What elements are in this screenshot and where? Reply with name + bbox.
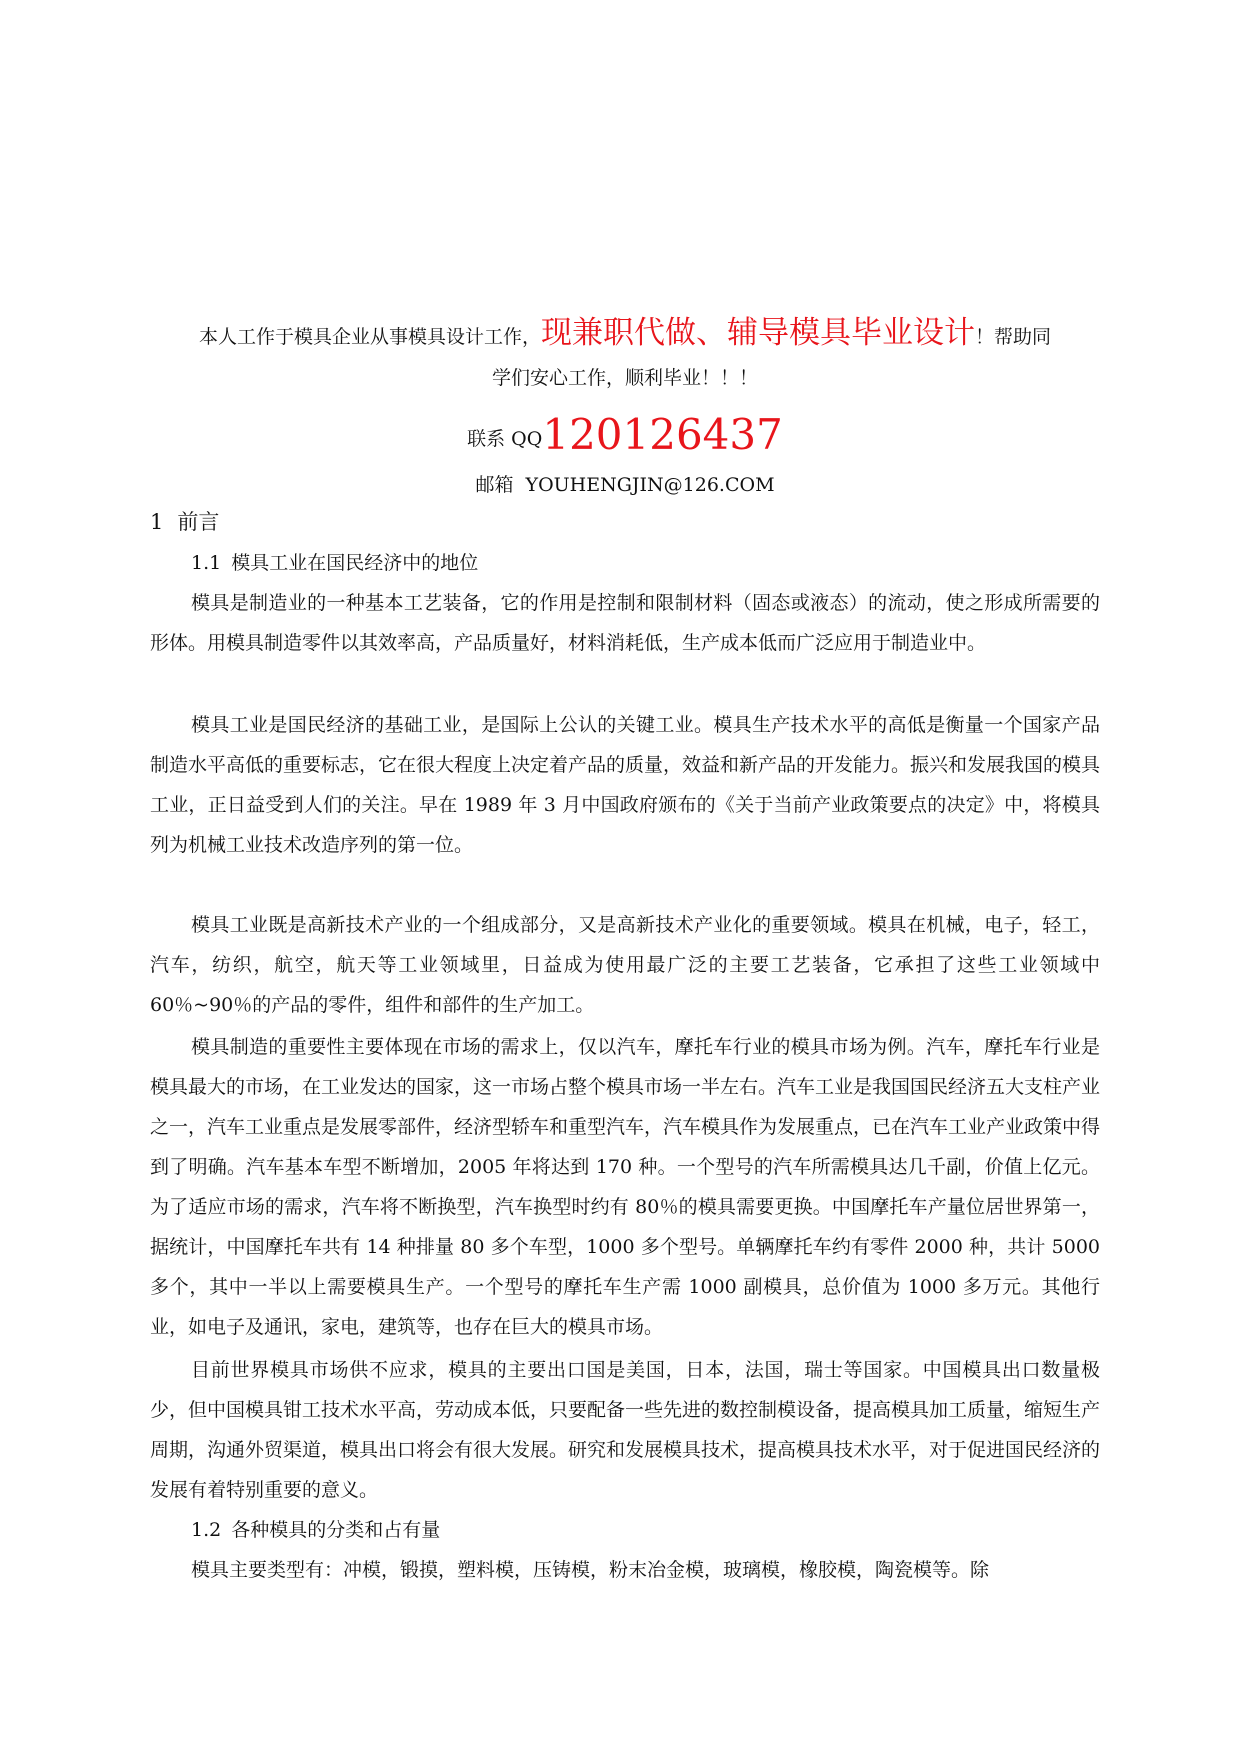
paragraph (150, 1027, 1100, 1347)
subsection-heading-1-1 (191, 543, 478, 583)
ad-line-1-suffix: ！帮助同 (975, 326, 1052, 348)
paragraph (150, 1350, 1100, 1510)
ad-line-2: 学们安心工作，顺利毕业！！！ (491, 367, 758, 389)
section-heading-1 (150, 505, 219, 539)
subsection-heading-1-2 (191, 1510, 440, 1550)
subsection-title: 模具工业在国民经济中的地位 (231, 552, 479, 574)
section-number: 1 (150, 510, 164, 534)
ad-line-1 (150, 312, 1100, 358)
ad-email-line (150, 470, 1100, 500)
paragraph-text: 模具制造的重要性主要体现在市场的需求上，仅以汽车，摩托车行业的模具市场为例。汽车，摩托车行业是模具最大的市场，在工业发达的国家，这一市场占整个模具市场一半左右。汽车工业是我国国民经济五大支柱产业之一，汽车工业重点是发展零部件，经济型轿车和重型汽车，汽车模具作为发展重点，已在汽车工业产业政策中得到了明确。汽车基本车型不断增加，2005 年将达到 170 种。一个型号的汽车所需模具达几千副，价值上亿元。为了适应市场的需求，汽车将不断换型，汽车换型时约有 80％的模具需要更换。中国摩托车产量位居世界第一，据统计，中国摩托车共有 14 种排量 80 多个车型，1000 多个型号。单辆摩托车约有零件 2000 种，共计 5000 多个，其中一半以上需要模具生产。一个型号的摩托车生产需 1000 副模具，总价值为 1000 多万元。其他行业，如电子及通讯，家电，建筑等，也存在巨大的模具市场。 (150, 1036, 1101, 1338)
paragraph (150, 905, 1100, 1025)
section-title: 前言 (177, 510, 220, 534)
qq-label: 联系 QQ (467, 428, 543, 450)
paragraph-text: 模具工业是国民经济的基础工业，是国际上公认的关键工业。模具生产技术水平的高低是衡量一个国家产品制造水平高低的重要标志，它在很大程度上决定着产品的质量，效益和新产品的开发能力。振兴和发展我国的模具工业，正日益受到人们的关注。早在 1989 年 3 月中国政府颁布的《关于当前产业政策要点的决定》中，将模具列为机械工业技术改造序列的第一位。 (150, 714, 1101, 856)
ad-line-1-prefix: 本人工作于模具企业从事模具设计工作， (198, 326, 541, 348)
paragraph-text: 模具是制造业的一种基本工艺装备，它的作用是控制和限制材料（固态或液态）的流动，使之形成所需要的形体。用模具制造零件以其效率高，产品质量好，材料消耗低，生产成本低而广泛应用于制造业中。 (150, 592, 1100, 654)
paragraph-text: 模具主要类型有：冲模，锻摸，塑料模，压铸模，粉末冶金模，玻璃模，橡胶模，陶瓷模等。除 (191, 1559, 990, 1581)
email-label: 邮箱 (475, 474, 514, 496)
paragraph (150, 705, 1100, 865)
email-address: YOUHENGJIN@126.COM (525, 474, 775, 496)
paragraph (150, 583, 1100, 663)
paragraph-text: 目前世界模具市场供不应求，模具的主要出口国是美国，日本，法国，瑞士等国家。中国模具出口数量极少，但中国模具钳工技术水平高，劳动成本低，只要配备一些先进的数控制模设备，提高模具加工质量，缩短生产周期，沟通外贸渠道，模具出口将会有很大发展。研究和发展模具技术，提高模具技术水平，对于促进国民经济的发展有着特别重要的意义。 (150, 1359, 1101, 1501)
subsection-number: 1.1 (191, 552, 222, 574)
subsection-title: 各种模具的分类和占有量 (231, 1519, 441, 1541)
paragraph (150, 1550, 1100, 1590)
ad-qq-line (150, 405, 1100, 469)
paragraph-text: 模具工业既是高新技术产业的一个组成部分，又是高新技术产业化的重要领域。模具在机械，电子，轻工，汽车，纺织，航空，航天等工业领域里，日益成为使用最广泛的主要工艺装备，它承担了这些工业领域中 60％~90％的产品的零件，组件和部件的生产加工。 (150, 914, 1100, 1016)
ad-highlight: 现兼职代做、辅导模具毕业设计 (541, 315, 975, 351)
qq-number: 120126437 (542, 410, 783, 459)
subsection-number: 1.2 (191, 1519, 222, 1541)
